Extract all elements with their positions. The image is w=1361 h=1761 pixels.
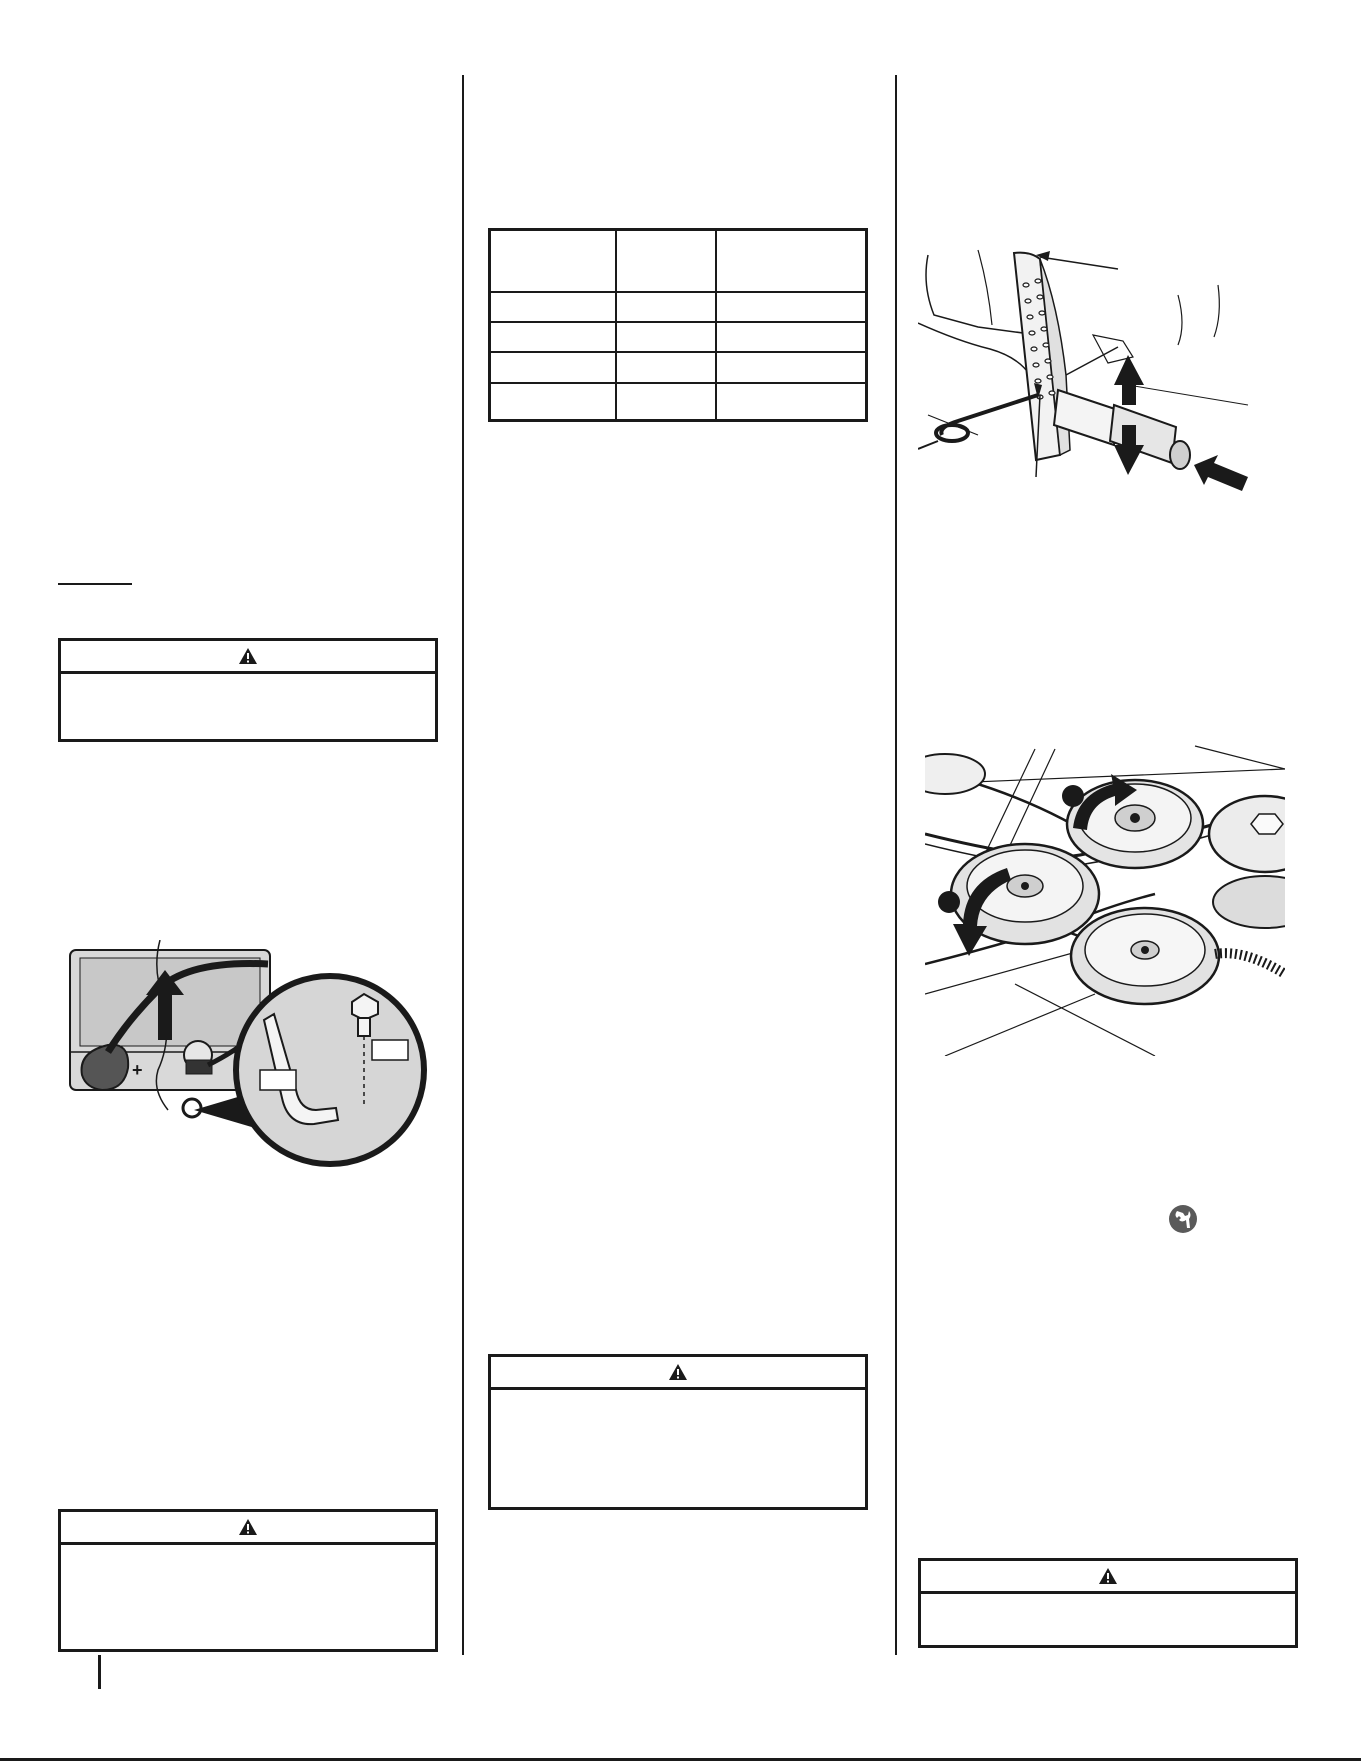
table-cell — [716, 383, 867, 421]
section-underline — [58, 583, 132, 585]
warning-triangle-icon — [668, 1363, 688, 1381]
positive-terminal-label: + — [132, 1060, 143, 1080]
table-cell — [616, 383, 716, 421]
wrench-circle-icon — [1168, 1204, 1198, 1234]
table-cell — [716, 322, 867, 352]
warning-box-4 — [918, 1558, 1298, 1648]
table-cell — [716, 352, 867, 382]
table-cell — [490, 230, 617, 292]
table-row — [490, 352, 867, 382]
deck-height-adjust-figure — [918, 245, 1268, 545]
table-cell — [716, 230, 867, 292]
table-cell — [616, 322, 716, 352]
warning-box-header — [921, 1561, 1295, 1594]
table-cell — [616, 352, 716, 382]
table-cell — [490, 383, 617, 421]
belt-pulley-figure — [925, 744, 1285, 1056]
table-cell — [490, 322, 617, 352]
warning-box-header — [491, 1357, 865, 1390]
specification-table — [488, 228, 868, 422]
page-number-marker — [98, 1655, 101, 1689]
table-row — [490, 383, 867, 421]
warning-box-header — [61, 1512, 435, 1545]
column-divider-left — [462, 75, 464, 1655]
column-divider-right — [895, 75, 897, 1655]
warning-box-1 — [58, 638, 438, 742]
table-cell — [490, 292, 617, 322]
warning-triangle-icon — [238, 647, 258, 665]
warning-box-header — [61, 641, 435, 674]
table-cell — [716, 292, 867, 322]
warning-box-3 — [488, 1354, 868, 1510]
callout-marker-2 — [938, 891, 960, 913]
table-header-row — [490, 230, 867, 292]
table-cell — [490, 352, 617, 382]
warning-triangle-icon — [238, 1518, 258, 1536]
callout-marker-1 — [1062, 785, 1084, 807]
table-row — [490, 292, 867, 322]
table-cell — [616, 230, 716, 292]
battery-terminal-figure — [68, 940, 430, 1180]
table-cell — [616, 292, 716, 322]
warning-triangle-icon — [1098, 1567, 1118, 1585]
warning-box-2 — [58, 1509, 438, 1652]
table-row — [490, 322, 867, 352]
